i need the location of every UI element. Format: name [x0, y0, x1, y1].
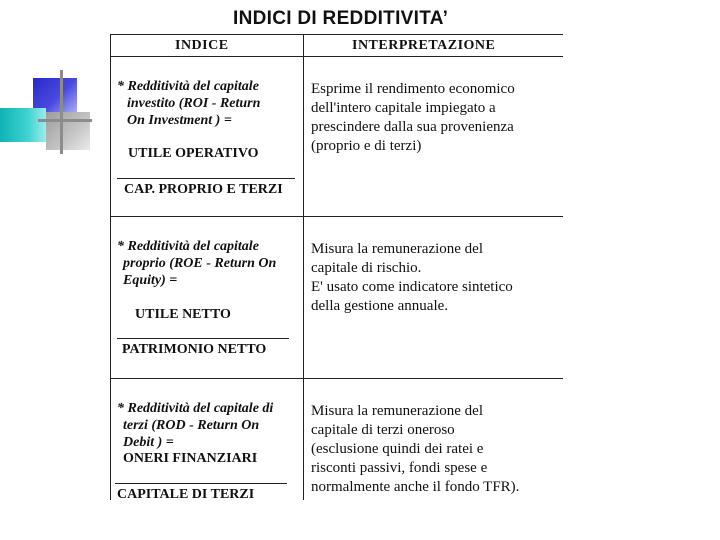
formula-line: terzi (ROD - Return On [123, 418, 260, 433]
row-divider-1 [110, 216, 563, 217]
interpretation-line: dell'intero capitale impiegato a [311, 100, 496, 116]
formula-line: investito (ROI - Return [127, 96, 261, 111]
interpretation-line: (proprio e di terzi) [311, 138, 422, 154]
interpretation-line: Misura la remunerazione del [311, 241, 484, 257]
table-top-border [110, 34, 563, 35]
formula-line: Debit ) = [123, 435, 174, 450]
formula-line: * Redditività del capitale [117, 79, 259, 94]
row3-interpretation [311, 402, 561, 497]
table-header-border [110, 56, 563, 57]
decorative-vertical-line [60, 70, 63, 154]
row3-denominator: CAPITALE DI TERZI [117, 487, 255, 502]
decorative-grey-square [46, 112, 90, 150]
formula-line: On Investment ) = [127, 113, 232, 128]
decorative-cyan-square [0, 108, 46, 142]
page-title: INDICI DI REDDITIVITA’ [233, 8, 449, 29]
formula-line: * Redditività del capitale di [117, 401, 274, 416]
row2-fraction-line [117, 338, 289, 339]
row1-fraction-line [117, 178, 295, 179]
row3-numerator: ONERI FINANZIARI [123, 451, 258, 466]
row2-denominator: PATRIMONIO NETTO [122, 342, 267, 357]
row2-interpretation [311, 240, 561, 316]
row1-numerator: UTILE OPERATIVO [128, 146, 259, 161]
table-left-border [110, 34, 111, 500]
interpretation-line: Misura la remunerazione del [311, 403, 484, 419]
interpretation-line: E' usato come indicatore sintetico [311, 279, 513, 295]
row1-interpretation [311, 80, 561, 156]
header-interpretazione: INTERPRETAZIONE [352, 38, 496, 53]
row3-formula [117, 400, 307, 451]
row2-numerator: UTILE NETTO [135, 307, 231, 322]
formula-line: proprio (ROE - Return On [123, 256, 277, 271]
interpretation-line: risconti passivi, fondi spese e [311, 460, 488, 476]
interpretation-line: della gestione annuale. [311, 298, 449, 314]
interpretation-line: Esprime il rendimento economico [311, 81, 515, 97]
decorative-horizontal-line [38, 119, 92, 122]
row1-denominator: CAP. PROPRIO E TERZI [124, 182, 283, 197]
row3-fraction-line [115, 483, 287, 484]
row1-formula [117, 78, 307, 129]
row-divider-2 [110, 378, 563, 379]
interpretation-line: normalmente anche il fondo TFR). [311, 479, 520, 495]
interpretation-line: (esclusione quindi dei ratei e [311, 441, 484, 457]
interpretation-line: capitale di terzi oneroso [311, 422, 455, 438]
interpretation-line: prescindere dalla sua provenienza [311, 119, 514, 135]
formula-line: Equity) = [123, 273, 178, 288]
formula-line: * Redditività del capitale [117, 239, 259, 254]
interpretation-line: capitale di rischio. [311, 260, 422, 276]
row2-formula [117, 238, 307, 289]
header-indice: INDICE [175, 38, 229, 53]
